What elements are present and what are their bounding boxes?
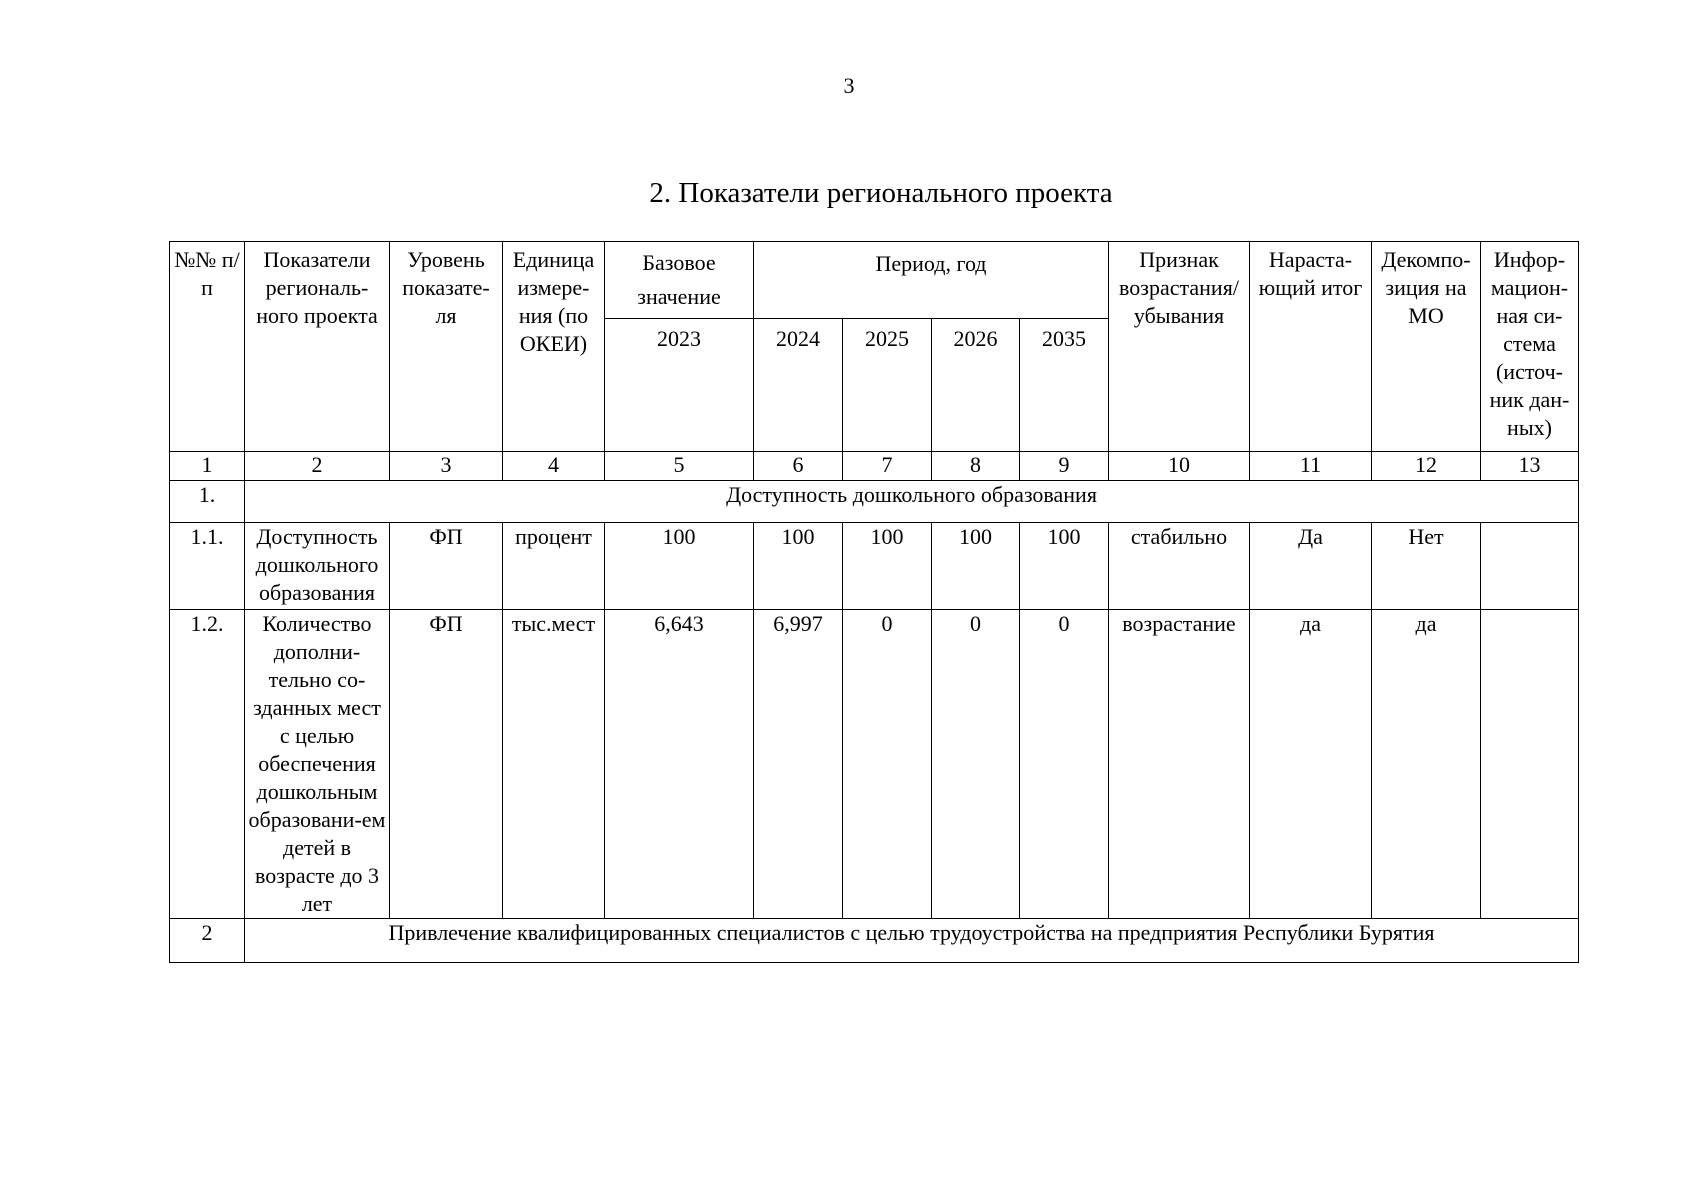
section-title-cell: Привлечение квалифицированных специалистов с целью трудоустройства на предприятия Республики Бурятия <box>245 919 1579 963</box>
column-number: 9 <box>1020 452 1109 481</box>
column-number: 6 <box>754 452 843 481</box>
row-level: ФП <box>390 610 503 919</box>
row-indicator-name: Доступность дошкольного образования <box>245 523 390 610</box>
column-number: 4 <box>503 452 605 481</box>
row-decomposition: да <box>1372 610 1481 919</box>
header-cell-unit: Единица измере-ния (по ОКЕИ) <box>503 242 605 452</box>
column-number: 1 <box>170 452 245 481</box>
header-cell-year: 2026 <box>932 319 1020 452</box>
row-value: 100 <box>754 523 843 610</box>
row-source <box>1481 610 1579 919</box>
header-cell-trend: Признак возрастания/ убывания <box>1109 242 1250 452</box>
header-cell-decomposition: Декомпо-зиция на МО <box>1372 242 1481 452</box>
section-title-cell: Доступность дошкольного образования <box>245 481 1579 523</box>
row-value: 0 <box>1020 610 1109 919</box>
row-indicator-name: Количество дополни-тельно со-зданных мест с целью обеспечения дошкольным образовани-ем детей в возрасте до 3 лет <box>245 610 390 919</box>
row-base-value: 6,643 <box>605 610 754 919</box>
row-base-value: 100 <box>605 523 754 610</box>
header-cell-source: Инфор-мацион-ная си-стема (источ-ник дан-ных) <box>1481 242 1579 452</box>
column-number: 11 <box>1250 452 1372 481</box>
column-number: 13 <box>1481 452 1579 481</box>
section-number: 2 <box>170 919 245 963</box>
row-value: 100 <box>932 523 1020 610</box>
section-number: 1. <box>170 481 245 523</box>
column-number: 5 <box>605 452 754 481</box>
section-row-2 <box>170 919 1579 963</box>
header-cell-base-year: 2023 <box>605 319 754 452</box>
section-row-1 <box>170 481 1579 523</box>
header-cell-base-value: Базовое значение <box>605 242 754 319</box>
column-number: 10 <box>1109 452 1250 481</box>
row-unit: процент <box>503 523 605 610</box>
column-number: 2 <box>245 452 390 481</box>
row-value: 6,997 <box>754 610 843 919</box>
section-title: 2. Показатели регионального проекта <box>649 177 1113 209</box>
column-number: 12 <box>1372 452 1481 481</box>
row-trend: стабильно <box>1109 523 1250 610</box>
header-cell-year: 2035 <box>1020 319 1109 452</box>
column-numbers-row <box>170 452 1579 481</box>
table-row <box>170 523 1579 610</box>
row-value: 100 <box>843 523 932 610</box>
header-cell-year: 2025 <box>843 319 932 452</box>
row-source <box>1481 523 1579 610</box>
column-number: 8 <box>932 452 1020 481</box>
row-cumulative: Да <box>1250 523 1372 610</box>
table-row <box>170 610 1579 919</box>
column-number: 3 <box>390 452 503 481</box>
header-cell-period: Период, год <box>754 242 1109 319</box>
header-row-top <box>170 242 1579 319</box>
row-value: 0 <box>932 610 1020 919</box>
row-number: 1.1. <box>170 523 245 610</box>
header-cell-number: №№ п/п <box>170 242 245 452</box>
header-cell-indicator: Показатели региональ-ного проекта <box>245 242 390 452</box>
row-number: 1.2. <box>170 610 245 919</box>
header-cell-level: Уровень показате-ля <box>390 242 503 452</box>
indicators-table <box>169 241 1579 963</box>
row-cumulative: да <box>1250 610 1372 919</box>
row-unit: тыс.мест <box>503 610 605 919</box>
column-number: 7 <box>843 452 932 481</box>
row-decomposition: Нет <box>1372 523 1481 610</box>
row-value: 0 <box>843 610 932 919</box>
header-cell-cumulative: Нараста-ющий итог <box>1250 242 1372 452</box>
page-number: 3 <box>843 73 855 98</box>
header-cell-year: 2024 <box>754 319 843 452</box>
row-value: 100 <box>1020 523 1109 610</box>
row-trend: возрастание <box>1109 610 1250 919</box>
row-level: ФП <box>390 523 503 610</box>
